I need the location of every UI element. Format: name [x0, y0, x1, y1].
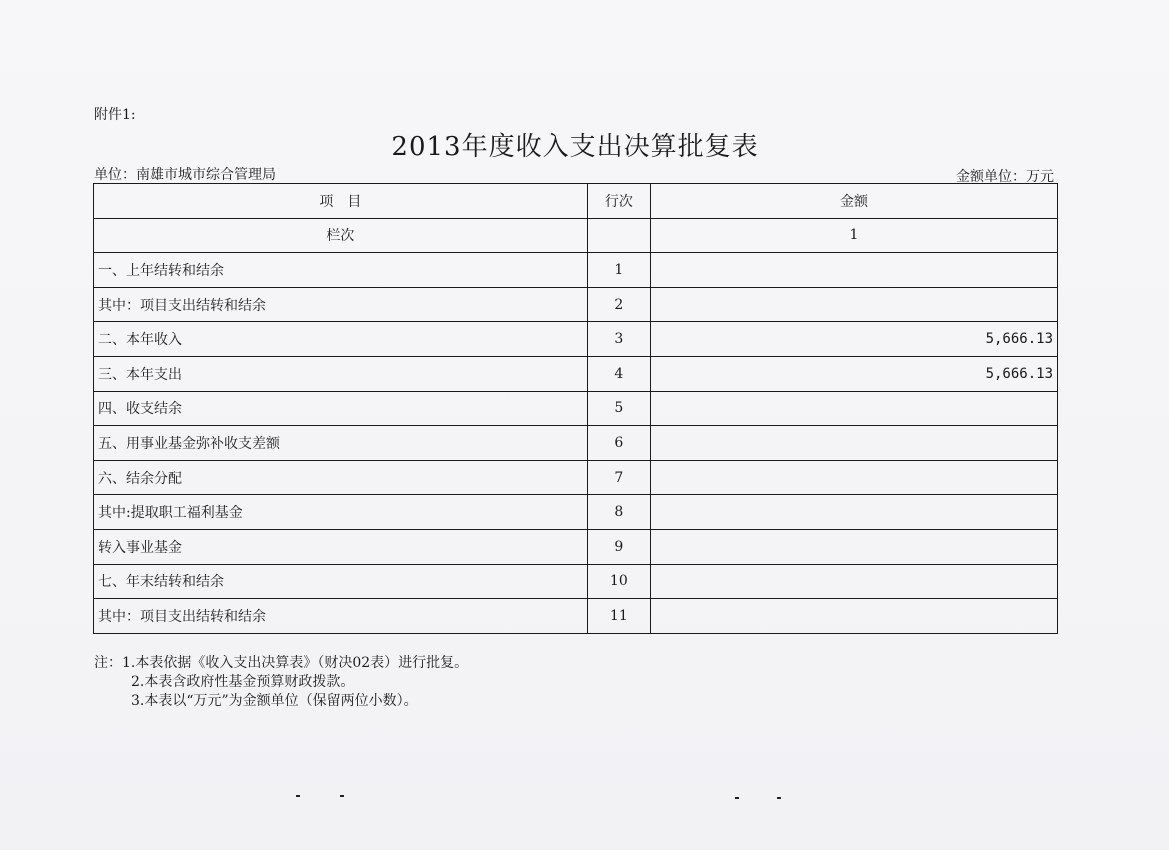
row-line-number: 3 [587, 322, 650, 357]
table-row [94, 356, 1058, 391]
approval-table [93, 183, 1058, 634]
row-line-number: 11 [587, 599, 650, 634]
row-line-number: 5 [587, 391, 650, 426]
row-amount [650, 391, 1057, 426]
row-line-number: 9 [587, 529, 650, 564]
row-item-label: 转入事业基金 [94, 529, 588, 564]
row-line-number: 7 [587, 460, 650, 495]
table-header-row [94, 184, 1058, 219]
row-amount [650, 460, 1057, 495]
row-item-label: 其中：项目支出结转和结余 [94, 287, 588, 322]
table-row [94, 287, 1058, 322]
table-row [94, 391, 1058, 426]
lanci-row [94, 218, 1058, 253]
lanci-label: 栏次 [94, 218, 588, 253]
row-amount: 5,666.13 [650, 322, 1057, 357]
row-amount [650, 529, 1057, 564]
row-amount [650, 287, 1057, 322]
column-header-amount: 金额 [650, 184, 1057, 219]
row-item-label: 七、年末结转和结余 [94, 564, 588, 599]
page-title: 2013年度收入支出决算批复表 [391, 132, 759, 162]
organization-unit: 单位：南雄市城市综合管理局 [94, 167, 276, 183]
row-line-number: 10 [587, 564, 650, 599]
note-line: 2.本表含政府性基金预算财政拨款。 [131, 674, 355, 690]
table-row [94, 564, 1058, 599]
row-item-label: 二、本年收入 [94, 322, 588, 357]
row-amount: 5,666.13 [650, 356, 1057, 391]
table-row [94, 460, 1058, 495]
row-item-label: 五、用事业基金弥补收支差额 [94, 426, 588, 461]
row-item-label: 四、收支结余 [94, 391, 588, 426]
table-row [94, 253, 1058, 288]
row-item-label: 其中：项目支出结转和结余 [94, 599, 588, 634]
column-header-item: 项 目 [94, 184, 588, 219]
scan-speck [340, 795, 344, 797]
notes [94, 654, 468, 711]
row-amount [650, 495, 1057, 530]
row-item-label: 三、本年支出 [94, 356, 588, 391]
table-row [94, 529, 1058, 564]
row-line-number: 4 [587, 356, 650, 391]
table-row [94, 322, 1058, 357]
row-item-label: 一、上年结转和结余 [94, 253, 588, 288]
attachment-label: 附件1: [94, 107, 136, 123]
lanci-line [587, 218, 650, 253]
scan-speck [296, 795, 300, 797]
row-item-label: 其中:提取职工福利基金 [94, 495, 588, 530]
scan-speck [777, 797, 781, 799]
scan-speck [735, 797, 739, 799]
row-amount [650, 426, 1057, 461]
column-header-line: 行次 [587, 184, 650, 219]
row-amount [650, 564, 1057, 599]
amount-unit: 金额单位：万元 [956, 169, 1054, 185]
table-row [94, 495, 1058, 530]
row-line-number: 6 [587, 426, 650, 461]
row-item-label: 六、结余分配 [94, 460, 588, 495]
row-amount [650, 253, 1057, 288]
table-row [94, 599, 1058, 634]
row-line-number: 8 [587, 495, 650, 530]
note-line: 3.本表以“万元”为金额单位（保留两位小数）。 [131, 693, 418, 709]
row-line-number: 2 [587, 287, 650, 322]
table-row [94, 426, 1058, 461]
note-line: 注：1.本表依据《收入支出决算表》（财决02表）进行批复。 [94, 655, 469, 671]
row-line-number: 1 [587, 253, 650, 288]
row-amount [650, 599, 1057, 634]
lanci-amount: 1 [650, 218, 1057, 253]
